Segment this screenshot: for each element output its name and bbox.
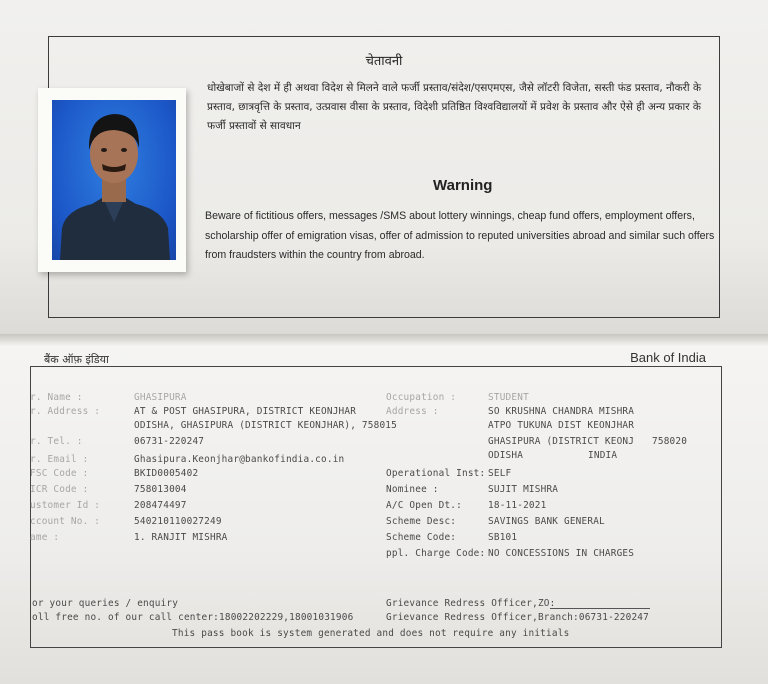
label-customer-address: Address : xyxy=(386,406,439,417)
value-branch-tel: 06731-220247 xyxy=(134,436,205,447)
grievance-blank-line xyxy=(550,608,650,609)
value-customer-pin: 758020 xyxy=(652,436,688,447)
label-customer-id: ustomer Id : xyxy=(30,500,101,511)
footer-queries: or your queries / enquiry xyxy=(32,598,179,609)
value-occupation: STUDENT xyxy=(488,392,529,403)
value-operational-inst: SELF xyxy=(488,468,512,479)
bank-name-hindi: बैंक ऑफ़ इंडिया xyxy=(44,353,109,366)
label-occupation: Occupation : xyxy=(386,392,457,403)
value-branch-address-2: ODISHA, GHASIPURA (DISTRICT KEONJHAR), 758015 xyxy=(134,420,397,431)
value-scheme-desc: SAVINGS BANK GENERAL xyxy=(488,516,605,527)
value-customer-address-3: GHASIPURA (DISTRICT KEONJ xyxy=(488,436,635,447)
label-nominee: Nominee : xyxy=(386,484,439,495)
hindi-warning-text: धोखेबाजों से देश में ही अथवा विदेश से मिलने वाले फर्जी प्रस्ताव/संदेश/एसएमएस, जैसे लॉटरी विजेता, सस्ती फंड प्रस्ताव, नौकरी के प्रस्ताव, छात्रवृत्ति के प्रस्ताव, उत्प्रवास वीसा के प्रस्ताव, विदेशी प्रतिष्ठित विश्वविद्यालयों में प्रवेश के प्रस्ताव और ऐसे ही अन्य प्रकार के फर्जी प्रस्तावों से सावधान xyxy=(207,82,702,132)
label-micr: ICR Code : xyxy=(30,484,89,495)
footer-toll-free: oll free no. of our call center:18002202229,18001031906 xyxy=(32,612,354,623)
label-holder-name: ame : xyxy=(30,532,60,543)
label-email: r. Email : xyxy=(30,454,89,465)
value-scheme-code: SB101 xyxy=(488,532,518,543)
value-nominee: SUJIT MISHRA xyxy=(488,484,559,495)
label-address: r. Address : xyxy=(30,406,101,417)
label-account-no: ccount No. : xyxy=(30,516,101,527)
bank-name-english: Bank of India xyxy=(630,350,706,365)
value-holder-name: 1. RANJIT MISHRA xyxy=(134,532,228,543)
footer-system-note: This pass book is system generated and does not require any initials xyxy=(172,628,570,639)
label-scheme-code: Scheme Code: xyxy=(386,532,457,543)
footer-grievance-branch: Grievance Redress Officer,Branch:06731-220247 xyxy=(386,612,649,623)
value-open-date: 18-11-2021 xyxy=(488,500,547,511)
photo-frame xyxy=(38,88,186,272)
value-customer-state: ODISHA xyxy=(488,450,524,461)
value-account-no: 540210110027249 xyxy=(134,516,222,527)
hindi-warning-title: चेतावनी xyxy=(365,54,403,69)
value-customer-id: 208474497 xyxy=(134,500,187,511)
label-open-date: A/C Open Dt.: xyxy=(386,500,462,511)
value-micr: 758013004 xyxy=(134,484,187,495)
value-customer-country: INDIA xyxy=(588,450,618,461)
value-customer-address-1: SO KRUSHNA CHANDRA MISHRA xyxy=(488,406,635,417)
value-charge-code: NO CONCESSIONS IN CHARGES xyxy=(488,548,635,559)
label-tel: r. Tel. : xyxy=(30,436,83,447)
label-name: r. Name : xyxy=(30,392,83,403)
label-operational-inst: Operational Inst: xyxy=(386,468,486,479)
value-ifsc: BKID0005402 xyxy=(134,468,199,479)
account-holder-photo xyxy=(52,100,176,260)
value-branch-name: GHASIPURA xyxy=(134,392,187,403)
warning-title: Warning xyxy=(433,177,493,194)
label-ifsc: FSC Code : xyxy=(30,468,89,479)
label-charge-code: ppl. Charge Code: xyxy=(386,548,486,559)
warning-text: Beware of fictitious offers, messages /SMS about lottery winnings, cheap fund offers, employment offers, scholarship offer of emigration visas, offer of admission to reputed universities abroad and similar such offers from fraudsters within the country from abroad. xyxy=(205,210,715,261)
value-customer-address-2: ATPO TUKUNA DIST KEONJHAR xyxy=(488,420,635,431)
value-branch-email: Ghasipura.Keonjhar@bankofindia.co.in xyxy=(134,454,345,465)
value-branch-address-1: AT & POST GHASIPURA, DISTRICT KEONJHAR xyxy=(134,406,357,417)
label-scheme-desc: Scheme Desc: xyxy=(386,516,457,527)
footer-grievance-zo: Grievance Redress Officer,ZO: xyxy=(386,598,556,609)
portrait-illustration xyxy=(52,100,176,260)
page-fold xyxy=(0,334,768,346)
